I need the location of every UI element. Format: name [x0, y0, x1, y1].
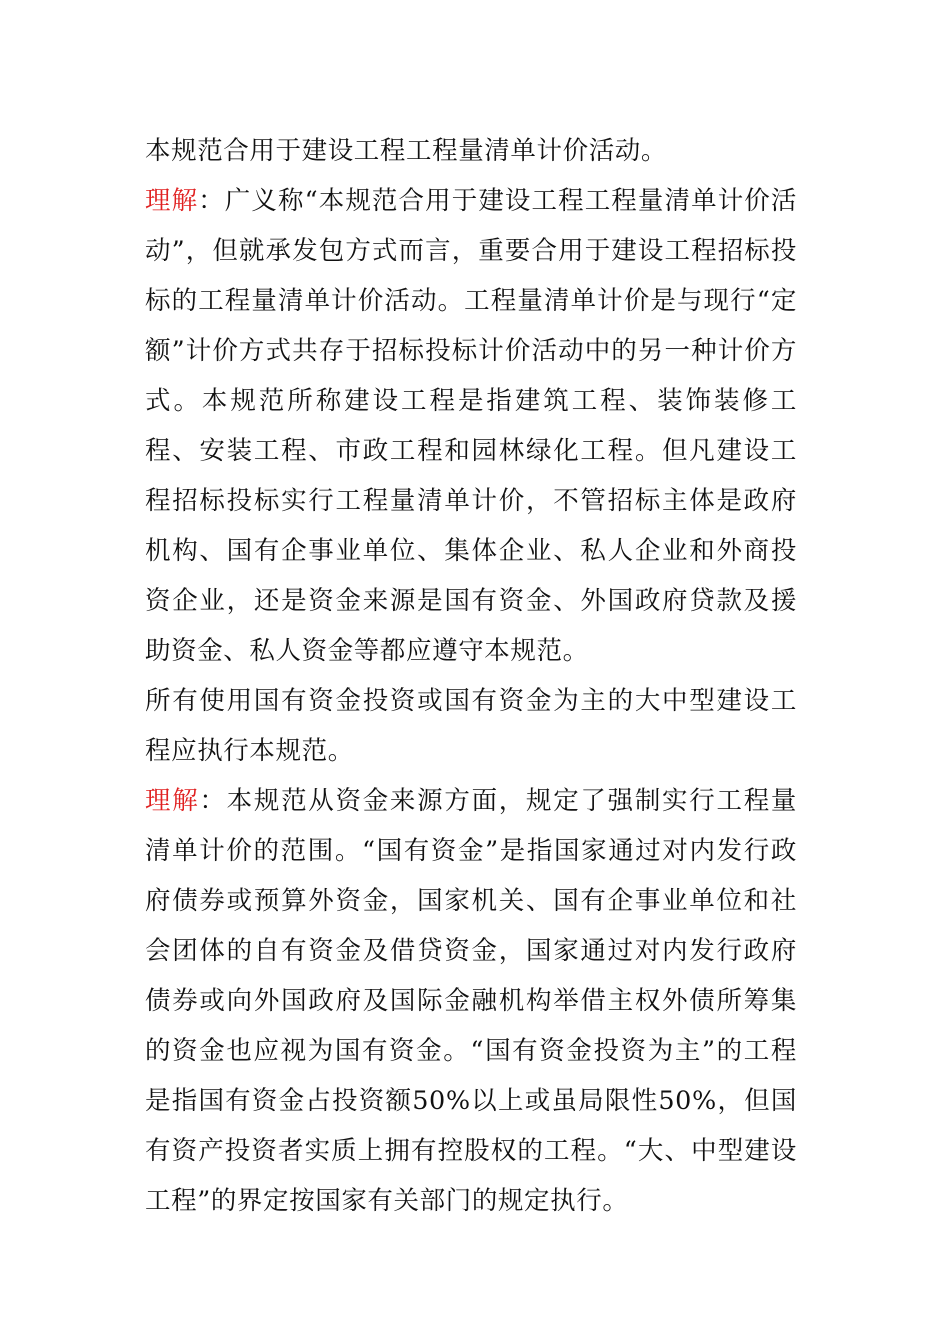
paragraph-text: ：本规范从资金来源方面，规定了强制实行工程量清单计价的范围。“国有资金”是指国家通过对内发行政府债券或预算外资金，国家机关、国有企事业单位和社会团体的自有资金及借贷资金，国家通过对内发行政府债券或向外国政府及国际金融机构举借主权外债所筹集的资金也应视为国有资金。“国有资金投资为主”的工程是指国有资金占投资额50%以上或虽局限性50%，但国有资产投资者实质上拥有控股权的工程。“大、中型建设工程”的界定按国家有关部门的规定执行。 — [145, 786, 798, 1216]
paragraph-text: 本规范合用于建设工程工程量清单计价活动。 — [145, 136, 668, 166]
paragraph-scope-explanation — [145, 176, 797, 676]
paragraph-mandatory-explanation — [145, 776, 797, 1226]
paragraph-text: 所有使用国有资金投资或国有资金为主的大中型建设工程应执行本规范。 — [145, 686, 797, 766]
paragraph-mandatory-scope — [145, 676, 797, 776]
explanation-label: 理解 — [145, 186, 199, 216]
document-body — [145, 126, 797, 1226]
paragraph-scope — [145, 126, 797, 176]
explanation-label: 理解 — [145, 786, 200, 816]
paragraph-text: ：广义称“本规范合用于建设工程工程量清单计价活动”，但就承发包方式而言，重要合用于建设工程招标投标的工程量清单计价活动。工程量清单计价是与现行“定额”计价方式共存于招标投标计价活动中的另一种计价方式。本规范所称建设工程是指建筑工程、装饰装修工程、安装工程、市政工程和园林绿化工程。但凡建设工程招标投标实行工程量清单计价，不管招标主体是政府机构、国有企事业单位、集体企业、私人企业和外商投资企业，还是资金来源是国有资金、外国政府贷款及援助资金、私人资金等都应遵守本规范。 — [145, 186, 797, 666]
